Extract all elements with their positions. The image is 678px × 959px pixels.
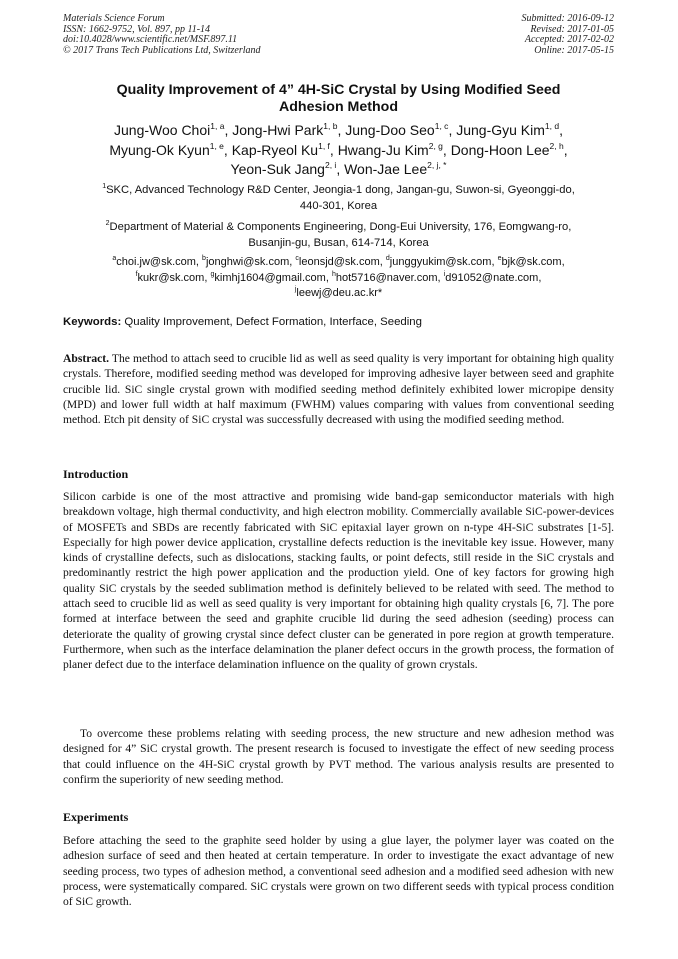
email-address[interactable]: leonsjd@sk.com (298, 256, 380, 268)
abstract-label: Abstract. (63, 352, 110, 365)
author-name: Yeon-Suk Jang (230, 161, 325, 177)
affiliation-mark: 2 (105, 220, 110, 227)
affiliation-mark: 1 (102, 183, 107, 190)
introduction-paragraph-2: To overcome these problems relating with seeding process, the new structure and new adhesion method was designed for 4” SiC crystal growth. The present research is focused to investigate the effect of new seeding process that could influence on the 4H-SiC crystal growth by PVT method. The various analysis results are presented to confirm the superiority of new seeding method. (63, 727, 614, 786)
date-submitted: Submitted: 2016-09-12 (521, 13, 614, 24)
email-address[interactable]: choi.jw@sk.com (116, 256, 196, 268)
paper-title-line: Quality Improvement of 4” 4H-SiC Crystal by Using Modified Seed (116, 82, 561, 98)
author-affiliation-mark: 1, e (209, 140, 224, 151)
abstract (63, 351, 614, 427)
author-name: Jung-Woo Choi (114, 122, 211, 138)
email-address[interactable]: d91052@nate.com (445, 271, 539, 284)
email-address[interactable]: hot5716@naver.com (335, 271, 438, 284)
keywords (63, 316, 422, 328)
author-name: Jong-Hwi Park (232, 122, 324, 138)
journal-issn: ISSN: 1662-9752, Vol. 897, pp 11-14 (63, 23, 211, 35)
author-name: Jung-Doo Seo (345, 122, 435, 138)
email-mark: b (202, 255, 206, 262)
email-mark: j (294, 286, 297, 293)
author-name: Dong-Hoon Lee (450, 141, 550, 158)
email-mark: d (385, 255, 390, 262)
paper-title (63, 82, 614, 116)
email-address[interactable]: kukr@sk.com (137, 271, 205, 284)
date-online: Online: 2017-05-15 (534, 44, 614, 56)
journal-header-left (63, 14, 261, 56)
author-affiliation-mark: 1, d (544, 121, 560, 131)
email-address[interactable]: leewj@deu.ac.kr* (296, 287, 383, 299)
email-mark: g (210, 270, 215, 278)
journal-doi: doi:10.4028/www.scientific.net/MSF.897.11 (63, 34, 238, 46)
journal-name: Materials Science Forum (63, 13, 165, 24)
author-name: Jung-Gyu Kim (456, 122, 545, 138)
author-name: Hwang-Ju Kim (337, 141, 429, 158)
journal-header-right (522, 14, 615, 56)
email-address[interactable]: junggyukim@sk.com (389, 256, 492, 268)
keywords-text: Quality Improvement, Defect Formation, Interface, Seeding (124, 316, 422, 328)
email-mark: f (135, 270, 138, 278)
author-affiliation-mark: 2, h (549, 140, 564, 151)
keywords-label: Keywords: (63, 316, 122, 328)
email-mark: e (497, 255, 502, 262)
email-mark: h (331, 270, 336, 278)
email-address[interactable]: bjk@sk.com (501, 256, 562, 268)
email-mark: c (295, 255, 299, 262)
author-affiliation-mark: 2, i (324, 160, 337, 170)
affiliation-text: Department of Material & Components Engineering, Dong-Eui University, 176, Eomgwang-ro, (109, 221, 572, 233)
affiliation-text: SKC, Advanced Technology R&D Center, Jeongia-1 dong, Jangan-gu, Suwon-si, Gyeonggi-do, (106, 184, 575, 196)
experiments-paragraph-1: Before attaching the seed to the graphite seed holder by using a glue layer, the polymer layer was coated on the adhesion surface of seed and then heated at certain temperature. In order to investigate the exact advantage of new seeding process, two types of adhesion method, a conventional seed adhesion and a modified seed adhesion with new process, were systematically compared. SiC crystals were grown on two different seeds with typical process condition of SiC growth. (63, 834, 614, 909)
author-name: Myung-Ok Kyun (109, 141, 210, 158)
affiliation-2 (63, 220, 614, 251)
introduction-paragraph-1: Silicon carbide is one of the most attractive and promising wide band-gap semiconductor materials with high breakdown voltage, high thermal conductivity, and high electron mobility. Commercially available SiC-power-devices of MOSFETs and SBDs are recently fabricated with SiC epitaxial layer grown on n-type 4H-SiC substrates [1-5]. Especially for high power device application, crystalline defects reduction is the inevitable key issue. However, many kinds of crystalline defects, such as dislocations, stacking faults, or point defects, still reside in the SiC crystals and predominantly restrict the high power application and the production yield. One of key factors for growing high quality SiC crystals by the seeded sublimation method is definitely believed to be related with seed. The method to attach seed to crucible lid as well as seed quality is very important for obtaining high quality crystals [6, 7]. The pore formed at interface between the seed and graphite crucible lid during the seed adhesion (seeding) process can deteriorate the quality of growing crystal since defect cluster can be generated in pore region at growth temperature. Furthermore, when such as the interface delamination the planer defect occurs in the growth process, the formation of planer defect due to the interface delamination influence on the quality of grown crystals. (63, 490, 614, 672)
email-list: $^a$choi.jw@sk.com, $^b$jonghwi@sk.com, $^c$leonsjd@sk.com, $^d$junggyukim@sk.com, $^e$bjk@sk.com, $^f$kukr@sk.com, $^g$kimhj1604@gmail.com, $^h$hot5716@naver.com, $^i$d91052@nate.com, $^j$leewj@deu.ac.kr* (112, 255, 565, 299)
affiliation-1 (63, 183, 614, 214)
experiments-heading: Experiments (63, 810, 129, 824)
author-affiliation-mark: 2, g (428, 140, 443, 151)
affiliation-text: Busanjin-gu, Busan, 614-714, Korea (248, 236, 429, 249)
author-affiliation-mark: 1, f (318, 140, 330, 151)
author-affiliation-mark: 1, c (434, 121, 449, 131)
paper-title-line: Adhesion Method (278, 99, 398, 115)
author-list: Jung-Woo Choi$^{1, a}$, Jong-Hwi Park$^{1, b}$, Jung-Doo Seo$^{1, c}$, Jung-Gyu Kim$^{1, d}$, Myung-Ok Kyun$^{1, e}$, Kap-Ryeol Ku$^{1, f}$, Hwang-Ju Kim$^{2, g}$, Dong-Hoon Lee$^{2, h}$, Yeon-Suk Jang$^{2, i}$, Won-Jae Lee$^{2, j, *}$ (109, 121, 568, 177)
email-mark: a (112, 255, 117, 262)
author-name: Kap-Ryeol Ku (231, 141, 319, 158)
author-affiliation-mark: 2, j, * (427, 160, 447, 170)
email-mark: i (443, 270, 446, 278)
affiliation-text: 440-301, Korea (299, 199, 378, 212)
date-accepted: Accepted: 2017-02-02 (524, 34, 614, 46)
author-affiliation-mark: 1, a (210, 121, 225, 131)
introduction-heading: Introduction (63, 467, 129, 481)
email-address[interactable]: jonghwi@sk.com (205, 256, 290, 268)
date-revised: Revised: 2017-01-05 (530, 23, 614, 35)
author-affiliation-mark: 1, b (323, 121, 338, 131)
abstract-text: The method to attach seed to crucible lid as well as seed quality is very important for obtaining high quality crystals. Therefore, modified seeding method was developed for improving adhesive layer between seed and graphite crucible lid. SiC single crystal grown with modified seeding method definitely exhibited lower micropipe density (MPD) and lower full width at half maximum (FWHM) values comparing with values from conventional seeding method. Etch pit density of SiC crystal was successfully decreased with using the modified seeding method. (63, 352, 614, 427)
author-name: Won-Jae Lee (344, 161, 428, 177)
journal-copyright: © 2017 Trans Tech Publications Ltd, Switzerland (63, 44, 261, 56)
email-address[interactable]: kimhj1604@gmail.com (214, 271, 326, 284)
